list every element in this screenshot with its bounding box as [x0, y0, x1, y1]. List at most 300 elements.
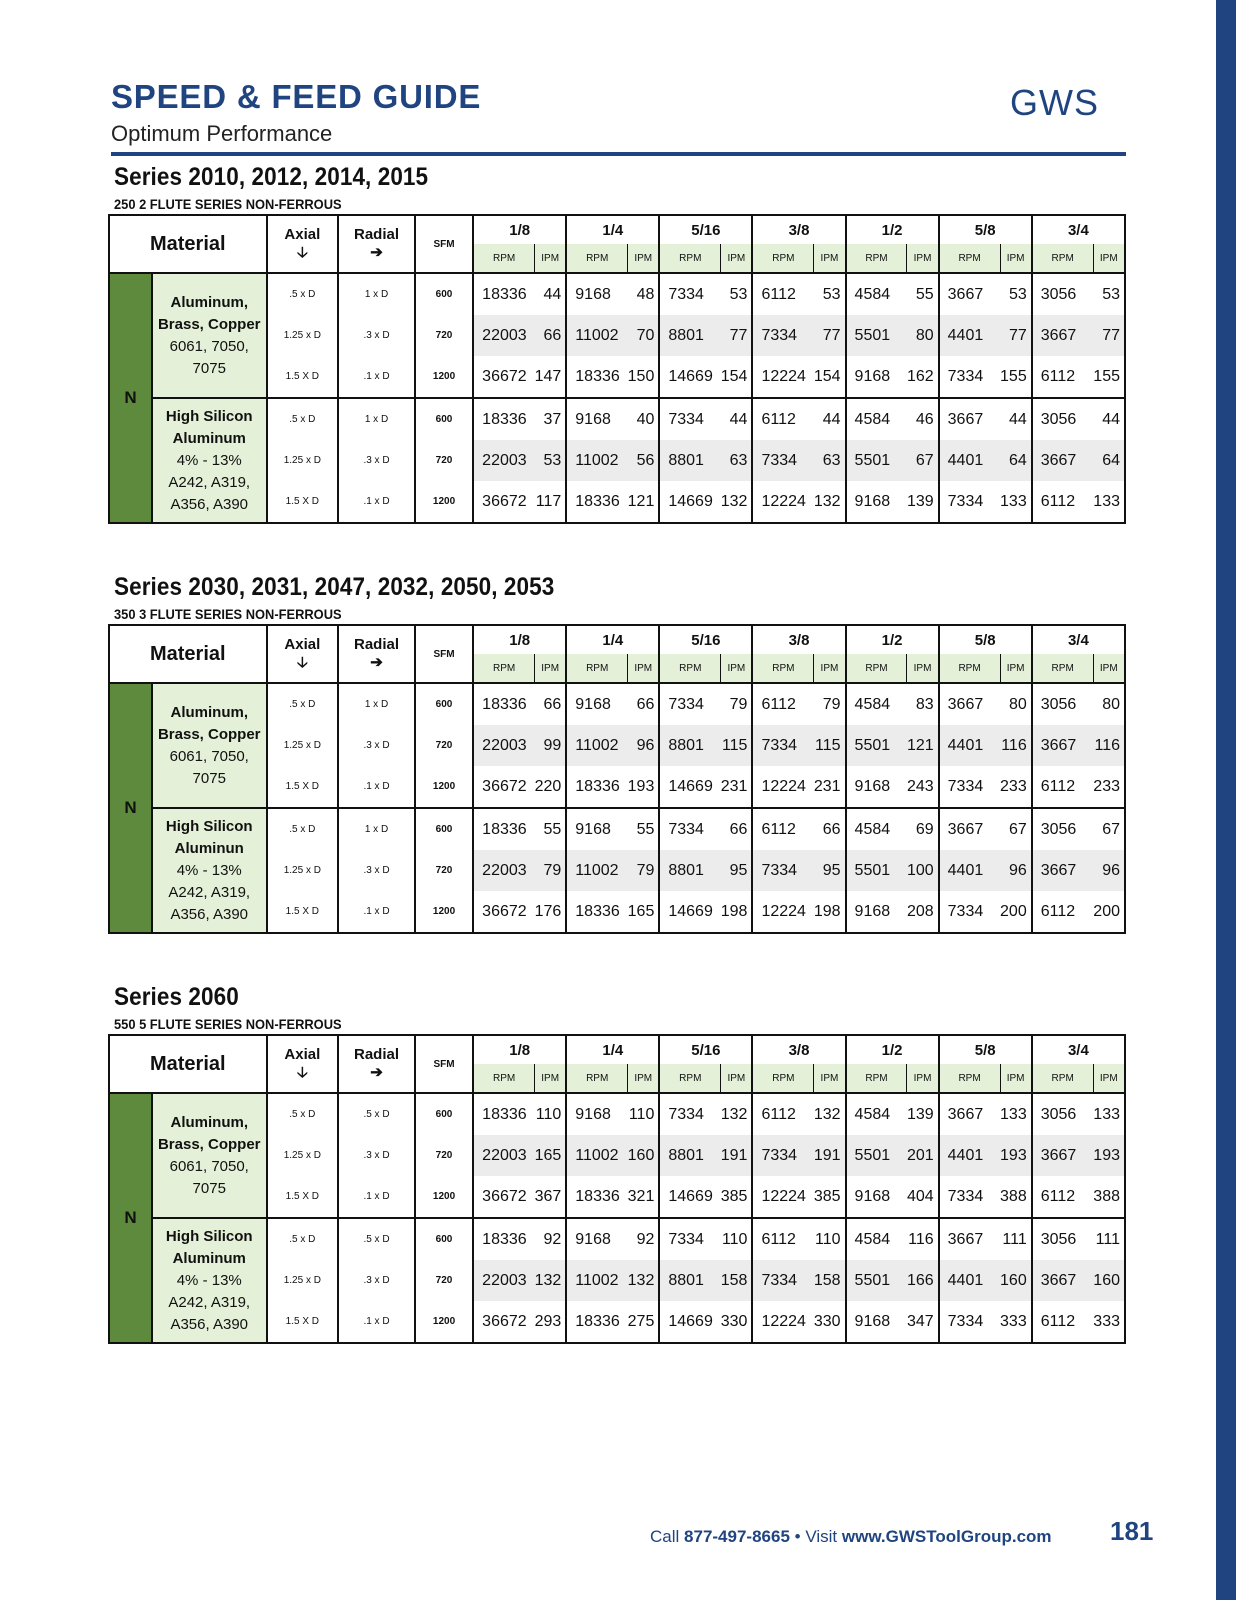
ipm-value: 96: [1000, 850, 1032, 891]
material-name-line: Aluminum: [172, 1249, 246, 1267]
ipm-value: 63: [814, 440, 846, 481]
rpm-value: 3056: [1032, 1218, 1093, 1260]
axial-value: 1.25 x D: [267, 440, 339, 481]
footer-phone[interactable]: 877-497-8665: [684, 1527, 790, 1546]
rpm-value: 3667: [939, 398, 1000, 440]
rpm-value: 18336: [566, 356, 627, 398]
ipm-subheader: IPM: [814, 244, 846, 273]
tool-size-header: 5/8: [939, 1035, 1032, 1064]
ipm-value: 79: [628, 850, 660, 891]
ipm-value: 95: [721, 850, 753, 891]
radial-value: 1 x D: [338, 683, 415, 725]
ipm-value: 160: [628, 1135, 660, 1176]
tool-size-header: 1/2: [846, 1035, 939, 1064]
rpm-value: 6112: [1032, 766, 1093, 808]
material-name-cell: [152, 398, 267, 523]
material-name-line: 4% - 13%: [176, 1271, 242, 1289]
rpm-subheader: RPM: [659, 244, 720, 273]
ipm-value: 80: [1000, 683, 1032, 725]
sfm-header: SFM: [415, 215, 473, 273]
ipm-value: 132: [721, 481, 753, 523]
rpm-value: 7334: [659, 273, 720, 315]
arrow-right-icon: ➔: [370, 1064, 383, 1081]
radial-label: Radial: [353, 226, 399, 243]
ipm-value: 158: [814, 1260, 846, 1301]
ipm-value: 404: [907, 1176, 939, 1218]
ipm-value: 99: [535, 725, 567, 766]
axial-header: [267, 215, 339, 273]
ipm-value: 208: [907, 891, 939, 933]
ipm-value: 121: [628, 481, 660, 523]
sfm-value: 600: [415, 273, 473, 315]
tool-size-header: 5/16: [659, 1035, 752, 1064]
ipm-value: 53: [1093, 273, 1125, 315]
radial-value: .3 x D: [338, 440, 415, 481]
axial-value: .5 x D: [267, 398, 339, 440]
ipm-value: 388: [1093, 1176, 1125, 1218]
rpm-subheader: RPM: [473, 1064, 534, 1093]
rpm-subheader: RPM: [752, 244, 813, 273]
rpm-value: 5501: [846, 440, 907, 481]
ipm-value: 80: [1093, 683, 1125, 725]
material-name-line: Aluminum,: [170, 293, 248, 311]
axial-value: 1.5 X D: [267, 356, 339, 398]
rpm-value: 22003: [473, 725, 534, 766]
rpm-value: 18336: [566, 1301, 627, 1343]
ipm-value: 115: [721, 725, 753, 766]
tool-size-header: 1/8: [473, 215, 566, 244]
rpm-value: 6112: [1032, 481, 1093, 523]
ipm-value: 53: [814, 273, 846, 315]
ipm-value: 63: [721, 440, 753, 481]
material-name-line: 7075: [192, 1179, 226, 1197]
rpm-value: 14669: [659, 766, 720, 808]
series-section: [108, 573, 1126, 934]
ipm-subheader: IPM: [535, 1064, 567, 1093]
ipm-value: 193: [1000, 1135, 1032, 1176]
material-name-line: Aluminun: [174, 839, 244, 857]
gws-logo-text: GWS: [1010, 82, 1099, 123]
ipm-subheader: IPM: [535, 244, 567, 273]
table-row: [109, 683, 1125, 725]
radial-label: Radial: [353, 1046, 399, 1063]
material-name-line: A356, A390: [170, 905, 249, 923]
rpm-value: 7334: [659, 398, 720, 440]
ipm-subheader: IPM: [1093, 1064, 1125, 1093]
ipm-value: 154: [721, 356, 753, 398]
material-name-line: 6061, 7050,: [169, 1157, 249, 1175]
rpm-value: 4401: [939, 850, 1000, 891]
ipm-value: 53: [1000, 273, 1032, 315]
sfm-value: 720: [415, 1260, 473, 1301]
rpm-value: 4584: [846, 1218, 907, 1260]
ipm-value: 79: [535, 850, 567, 891]
rpm-subheader: RPM: [752, 654, 813, 683]
rpm-value: 18336: [566, 1176, 627, 1218]
material-name-line: 7075: [192, 769, 226, 787]
rpm-value: 4584: [846, 1093, 907, 1135]
radial-value: 1 x D: [338, 273, 415, 315]
ipm-value: 110: [628, 1093, 660, 1135]
axial-header: [267, 1035, 339, 1093]
axial-label: Axial: [284, 636, 321, 653]
rpm-value: 22003: [473, 1260, 534, 1301]
ipm-value: 233: [1000, 766, 1032, 808]
material-group-label: N: [109, 273, 152, 523]
ipm-subheader: IPM: [1093, 654, 1125, 683]
ipm-value: 198: [721, 891, 753, 933]
rpm-value: 5501: [846, 1135, 907, 1176]
rpm-subheader: RPM: [566, 244, 627, 273]
rpm-value: 18336: [473, 808, 534, 850]
rpm-value: 4401: [939, 1135, 1000, 1176]
ipm-value: 275: [628, 1301, 660, 1343]
rpm-value: 11002: [566, 850, 627, 891]
rpm-value: 11002: [566, 440, 627, 481]
tool-size-header: 3/4: [1032, 1035, 1125, 1064]
ipm-value: 64: [1000, 440, 1032, 481]
rpm-subheader: RPM: [473, 654, 534, 683]
rpm-value: 18336: [473, 1218, 534, 1260]
gws-logo: [1010, 80, 1122, 124]
ipm-value: 200: [1093, 891, 1125, 933]
ipm-value: 154: [814, 356, 846, 398]
rpm-value: 3667: [939, 683, 1000, 725]
tool-size-header: 1/2: [846, 215, 939, 244]
rpm-value: 3667: [1032, 1260, 1093, 1301]
rpm-value: 14669: [659, 1301, 720, 1343]
axial-value: .5 x D: [267, 683, 339, 725]
radial-value: .1 x D: [338, 766, 415, 808]
rpm-value: 7334: [752, 315, 813, 356]
axial-value: 1.5 X D: [267, 1176, 339, 1218]
rpm-value: 7334: [659, 808, 720, 850]
axial-label: Axial: [284, 1046, 321, 1063]
ipm-value: 70: [628, 315, 660, 356]
material-name-line: A242, A319,: [168, 1293, 251, 1311]
sfm-value: 720: [415, 725, 473, 766]
rpm-value: 22003: [473, 1135, 534, 1176]
rpm-value: 9168: [566, 273, 627, 315]
rpm-value: 12224: [752, 356, 813, 398]
rpm-value: 7334: [752, 440, 813, 481]
rpm-subheader: RPM: [1032, 1064, 1093, 1093]
ipm-value: 77: [1000, 315, 1032, 356]
rpm-value: 7334: [939, 766, 1000, 808]
axial-value: 1.25 x D: [267, 1135, 339, 1176]
material-name-line: A242, A319,: [168, 883, 251, 901]
ipm-value: 110: [721, 1218, 753, 1260]
material-name-line: A356, A390: [170, 495, 249, 513]
series-subtitle: 550 5 FLUTE SERIES NON-FERROUS: [114, 1016, 342, 1032]
rpm-value: 11002: [566, 1135, 627, 1176]
rpm-value: 18336: [473, 273, 534, 315]
material-name-line: 7075: [192, 359, 226, 377]
ipm-value: 53: [721, 273, 753, 315]
rpm-value: 5501: [846, 850, 907, 891]
ipm-value: 83: [907, 683, 939, 725]
ipm-subheader: IPM: [1000, 1064, 1032, 1093]
material-name-line: Aluminum,: [170, 1113, 248, 1131]
radial-value: .3 x D: [338, 315, 415, 356]
page-number: 181: [1110, 1516, 1154, 1546]
material-name-line: Brass, Copper: [157, 725, 261, 743]
material-header: Material: [109, 625, 267, 683]
ipm-subheader: IPM: [907, 654, 939, 683]
material-name-line: Brass, Copper: [157, 315, 261, 333]
rpm-value: 4584: [846, 683, 907, 725]
rpm-value: 9168: [846, 356, 907, 398]
ipm-value: 100: [907, 850, 939, 891]
rpm-value: 12224: [752, 1301, 813, 1343]
sfm-value: 1200: [415, 1176, 473, 1218]
rpm-subheader: RPM: [1032, 654, 1093, 683]
radial-value: .3 x D: [338, 850, 415, 891]
ipm-subheader: IPM: [814, 1064, 846, 1093]
tool-size-header: 5/8: [939, 215, 1032, 244]
material-name-line: 4% - 13%: [176, 861, 242, 879]
ipm-value: 116: [1000, 725, 1032, 766]
material-header: Material: [109, 1035, 267, 1093]
ipm-value: 150: [628, 356, 660, 398]
material-name-line: Aluminum,: [170, 703, 248, 721]
tool-size-header: 5/8: [939, 625, 1032, 654]
ipm-value: 77: [814, 315, 846, 356]
ipm-value: 293: [535, 1301, 567, 1343]
material-name-line: High Silicon: [165, 407, 253, 425]
rpm-value: 12224: [752, 1176, 813, 1218]
ipm-value: 44: [814, 398, 846, 440]
rpm-value: 3667: [1032, 850, 1093, 891]
rpm-value: 9168: [846, 1301, 907, 1343]
ipm-value: 40: [628, 398, 660, 440]
rpm-value: 8801: [659, 315, 720, 356]
arrow-right-icon: ➔: [370, 244, 383, 261]
ipm-value: 198: [814, 891, 846, 933]
ipm-value: 162: [907, 356, 939, 398]
ipm-value: 64: [1093, 440, 1125, 481]
ipm-subheader: IPM: [628, 654, 660, 683]
rpm-value: 9168: [566, 1093, 627, 1135]
sfm-value: 1200: [415, 1301, 473, 1343]
axial-value: .5 x D: [267, 1218, 339, 1260]
rpm-subheader: RPM: [939, 244, 1000, 273]
ipm-value: 111: [1093, 1218, 1125, 1260]
rpm-value: 22003: [473, 850, 534, 891]
ipm-value: 191: [814, 1135, 846, 1176]
rpm-value: 12224: [752, 766, 813, 808]
rpm-value: 9168: [846, 891, 907, 933]
ipm-value: 95: [814, 850, 846, 891]
rpm-value: 3667: [1032, 315, 1093, 356]
footer-visit-label: Visit: [805, 1527, 838, 1546]
series-title: Series 2060: [114, 983, 239, 1011]
arrow-right-icon: ➔: [370, 654, 383, 671]
rpm-subheader: RPM: [659, 1064, 720, 1093]
rpm-value: 3056: [1032, 398, 1093, 440]
ipm-value: 37: [535, 398, 567, 440]
tool-size-header: 1/4: [566, 215, 659, 244]
rpm-value: 9168: [566, 808, 627, 850]
sfm-value: 720: [415, 1135, 473, 1176]
ipm-value: 333: [1093, 1301, 1125, 1343]
page-title: SPEED & FEED GUIDE: [111, 78, 482, 115]
rpm-value: 5501: [846, 725, 907, 766]
ipm-value: 132: [628, 1260, 660, 1301]
ipm-value: 117: [535, 481, 567, 523]
rpm-value: 4401: [939, 1260, 1000, 1301]
sfm-value: 600: [415, 1093, 473, 1135]
ipm-value: 139: [907, 481, 939, 523]
material-name-cell: [152, 273, 267, 398]
rpm-value: 9168: [846, 1176, 907, 1218]
axial-value: .5 x D: [267, 808, 339, 850]
radial-value: .5 x D: [338, 1093, 415, 1135]
sfm-value: 600: [415, 808, 473, 850]
rpm-value: 9168: [566, 1218, 627, 1260]
ipm-value: 166: [907, 1260, 939, 1301]
radial-value: .3 x D: [338, 1135, 415, 1176]
rpm-value: 3667: [1032, 725, 1093, 766]
rpm-value: 22003: [473, 315, 534, 356]
rpm-value: 9168: [566, 398, 627, 440]
series-subtitle: 250 2 FLUTE SERIES NON-FERROUS: [114, 196, 342, 212]
rpm-value: 18336: [473, 398, 534, 440]
ipm-value: 110: [535, 1093, 567, 1135]
rpm-value: 6112: [752, 808, 813, 850]
rpm-value: 14669: [659, 356, 720, 398]
rpm-value: 6112: [752, 1093, 813, 1135]
ipm-value: 96: [1093, 850, 1125, 891]
tool-size-header: 1/4: [566, 625, 659, 654]
footer-website-link[interactable]: www.GWSToolGroup.com: [841, 1527, 1052, 1546]
rpm-value: 7334: [939, 1301, 1000, 1343]
ipm-value: 66: [814, 808, 846, 850]
rpm-value: 3667: [1032, 1135, 1093, 1176]
ipm-value: 155: [1000, 356, 1032, 398]
material-name-line: Brass, Copper: [157, 1135, 261, 1153]
ipm-value: 111: [1000, 1218, 1032, 1260]
ipm-value: 44: [1000, 398, 1032, 440]
ipm-value: 67: [1093, 808, 1125, 850]
axial-value: 1.25 x D: [267, 725, 339, 766]
tool-size-header: 3/4: [1032, 215, 1125, 244]
rpm-value: 6112: [1032, 891, 1093, 933]
material-name-line: High Silicon: [165, 817, 253, 835]
axial-label: Axial: [284, 226, 321, 243]
ipm-value: 176: [535, 891, 567, 933]
radial-value: .1 x D: [338, 481, 415, 523]
axial-value: 1.25 x D: [267, 315, 339, 356]
rpm-value: 14669: [659, 891, 720, 933]
rpm-value: 3667: [939, 808, 1000, 850]
ipm-value: 55: [907, 273, 939, 315]
tool-size-header: 3/8: [752, 1035, 845, 1064]
ipm-value: 132: [535, 1260, 567, 1301]
table-row: [109, 808, 1125, 850]
footer-call-label: Call: [650, 1527, 680, 1546]
ipm-value: 133: [1000, 481, 1032, 523]
ipm-value: 133: [1000, 1093, 1032, 1135]
ipm-value: 133: [1093, 481, 1125, 523]
axial-header: [267, 625, 339, 683]
rpm-subheader: RPM: [846, 1064, 907, 1093]
rpm-value: 6112: [1032, 1176, 1093, 1218]
ipm-value: 56: [628, 440, 660, 481]
arrow-down-icon: 🡣: [296, 1064, 308, 1081]
rpm-value: 18336: [566, 766, 627, 808]
rpm-value: 22003: [473, 440, 534, 481]
ipm-value: 55: [628, 808, 660, 850]
radial-value: 1 x D: [338, 808, 415, 850]
material-name-cell: [152, 1093, 267, 1218]
rpm-value: 7334: [752, 1135, 813, 1176]
rpm-value: 5501: [846, 1260, 907, 1301]
sfm-value: 1200: [415, 766, 473, 808]
rpm-value: 3056: [1032, 273, 1093, 315]
ipm-value: 321: [628, 1176, 660, 1218]
rpm-value: 7334: [752, 725, 813, 766]
radial-header: [338, 625, 415, 683]
rpm-value: 36672: [473, 1301, 534, 1343]
ipm-value: 46: [907, 398, 939, 440]
rpm-value: 7334: [659, 1218, 720, 1260]
rpm-value: 9168: [846, 766, 907, 808]
rpm-subheader: RPM: [659, 654, 720, 683]
radial-value: .3 x D: [338, 1260, 415, 1301]
rpm-value: 36672: [473, 1176, 534, 1218]
axial-value: .5 x D: [267, 1093, 339, 1135]
ipm-value: 79: [721, 683, 753, 725]
rpm-value: 6112: [1032, 1301, 1093, 1343]
radial-label: Radial: [353, 636, 399, 653]
ipm-value: 231: [814, 766, 846, 808]
material-group-label: N: [109, 1093, 152, 1343]
rpm-value: 6112: [752, 273, 813, 315]
speed-feed-table: [108, 214, 1126, 524]
tool-size-header: 5/16: [659, 215, 752, 244]
ipm-value: 193: [1093, 1135, 1125, 1176]
ipm-value: 158: [721, 1260, 753, 1301]
ipm-value: 201: [907, 1135, 939, 1176]
ipm-value: 155: [1093, 356, 1125, 398]
rpm-value: 6112: [752, 398, 813, 440]
ipm-subheader: IPM: [721, 654, 753, 683]
series-title: Series 2030, 2031, 2047, 2032, 2050, 2053: [114, 573, 555, 601]
tool-size-header: 1/8: [473, 625, 566, 654]
material-group-label: N: [109, 683, 152, 933]
footer-bullet: •: [794, 1527, 801, 1546]
tool-size-header: 3/4: [1032, 625, 1125, 654]
ipm-value: 165: [535, 1135, 567, 1176]
rpm-value: 7334: [939, 481, 1000, 523]
sfm-value: 720: [415, 440, 473, 481]
ipm-subheader: IPM: [1000, 244, 1032, 273]
radial-value: .1 x D: [338, 356, 415, 398]
rpm-value: 4401: [939, 725, 1000, 766]
ipm-subheader: IPM: [1000, 654, 1032, 683]
ipm-value: 66: [535, 683, 567, 725]
rpm-value: 3056: [1032, 683, 1093, 725]
ipm-subheader: IPM: [907, 1064, 939, 1093]
rpm-subheader: RPM: [1032, 244, 1093, 273]
side-accent-bar: [1216, 0, 1236, 1600]
axial-value: .5 x D: [267, 273, 339, 315]
rpm-value: 8801: [659, 850, 720, 891]
ipm-value: 53: [535, 440, 567, 481]
rpm-value: 36672: [473, 356, 534, 398]
ipm-value: 132: [814, 1093, 846, 1135]
